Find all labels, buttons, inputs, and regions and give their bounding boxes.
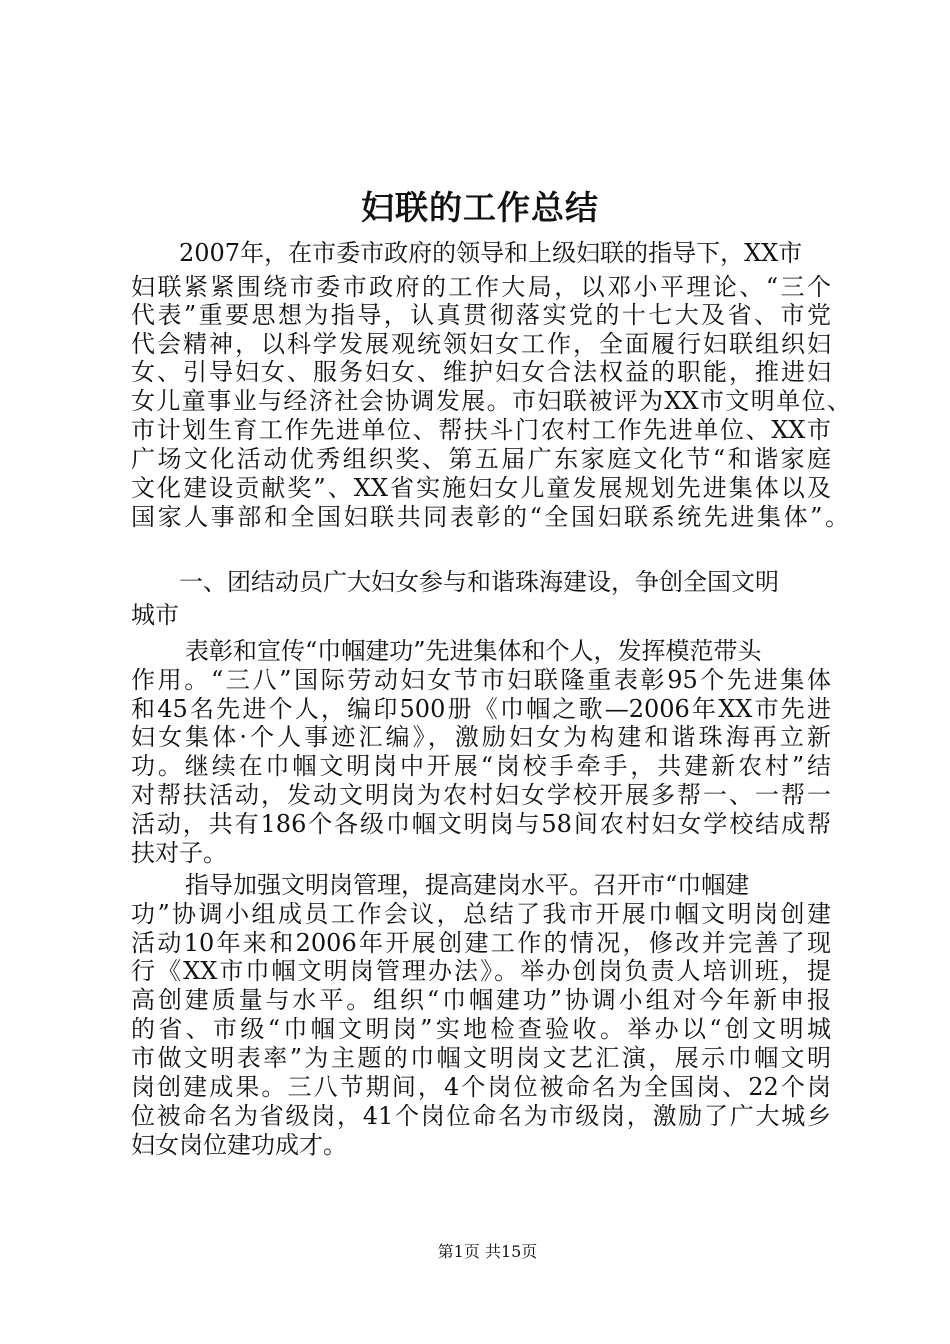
paragraph-line: 岗创建成果。三八节期间，4个岗位被命名为全国岗、22个岗 bbox=[131, 1073, 831, 1101]
paragraph-line: 和45名先进个人，编印500册《巾帼之歌—2006年XX市先进 bbox=[131, 695, 831, 723]
paragraph-line: 妇女集体·个人事迹汇编》，激励妇女为构建和谐珠海再立新 bbox=[131, 723, 831, 751]
paragraph-line: 活动，共有186个各级巾帼文明岗与58间农村妇女学校结成帮 bbox=[131, 810, 831, 838]
section-heading-line: 城市 bbox=[131, 601, 179, 629]
paragraph-line: 广场文化活动优秀组织奖、第五届广东家庭文化节“和谐家庭 bbox=[131, 445, 831, 473]
paragraph-line: 女、引导妇女、服务妇女、维护妇女合法权益的职能，推进妇 bbox=[131, 358, 831, 386]
paragraph-line: 妇女岗位建功成才。 bbox=[131, 1131, 347, 1159]
paragraph-line: 国家人事部和全国妇联共同表彰的“全国妇联系统先进集体”。 bbox=[131, 503, 849, 531]
paragraph-line: 的省、市级“巾帼文明岗”实地检查验收。举办以“创文明城 bbox=[131, 1015, 831, 1043]
paragraph-line: 市计划生育工作先进单位、帮扶斗门农村工作先进单位、XX市 bbox=[131, 416, 831, 444]
paragraph-line: 表彰和宣传“巾帼建功”先进集体和个人，发挥模范带头 bbox=[185, 637, 762, 665]
paragraph-line: 代会精神，以科学发展观统领妇女工作，全面履行妇联组织妇 bbox=[131, 330, 831, 358]
document-title: 妇联的工作总结 bbox=[361, 188, 599, 227]
paragraph-line: 2007年，在市委市政府的领导和上级妇联的指导下，XX市 bbox=[179, 239, 803, 267]
paragraph-line: 市做文明表率”为主题的巾帼文明岗文艺汇演，展示巾帼文明 bbox=[131, 1044, 831, 1072]
paragraph-line: 文化建设贡献奖”、XX省实施妇女儿童发展规划先进集体以及 bbox=[131, 474, 831, 502]
paragraph-line: 指导加强文明岗管理，提高建岗水平。召开市“巾帼建 bbox=[185, 871, 750, 899]
paragraph-line: 作用。“三八”国际劳动妇女节市妇联隆重表彰95个先进集体 bbox=[131, 666, 831, 694]
paragraph-line: 高创建质量与水平。组织“巾帼建功”协调小组对今年新申报 bbox=[131, 986, 831, 1014]
paragraph-line: 活动10年来和2006年开展创建工作的情况，修改并完善了现 bbox=[131, 929, 831, 957]
paragraph-line: 位被命名为省级岗，41个岗位命名为市级岗，激励了广大城乡 bbox=[131, 1102, 831, 1130]
paragraph-line: 扶对子。 bbox=[131, 839, 227, 867]
page-number-footer: 第1页 共15页 bbox=[437, 1242, 538, 1261]
paragraph-line: 妇联紧紧围绕市委市政府的工作大局，以邓小平理论、“三个 bbox=[131, 273, 831, 301]
paragraph-line: 功”协调小组成员工作会议，总结了我市开展巾帼文明岗创建 bbox=[131, 900, 831, 928]
paragraph-line: 女儿童事业与经济社会协调发展。市妇联被评为XX市文明单位、 bbox=[131, 387, 851, 415]
section-heading-line: 一、团结动员广大妇女参与和谐珠海建设，争创全国文明 bbox=[179, 568, 779, 596]
paragraph-line: 对帮扶活动，发动文明岗为农村妇女学校开展多帮一、一帮一 bbox=[131, 781, 831, 809]
paragraph-line: 代表”重要思想为指导，认真贯彻落实党的十七大及省、市党 bbox=[131, 301, 831, 329]
paragraph-line: 行《XX市巾帼文明岗管理办法》。举办创岗负责人培训班，提 bbox=[131, 957, 831, 985]
paragraph-line: 功。继续在巾帼文明岗中开展“岗校手牵手，共建新农村”结 bbox=[131, 752, 831, 780]
